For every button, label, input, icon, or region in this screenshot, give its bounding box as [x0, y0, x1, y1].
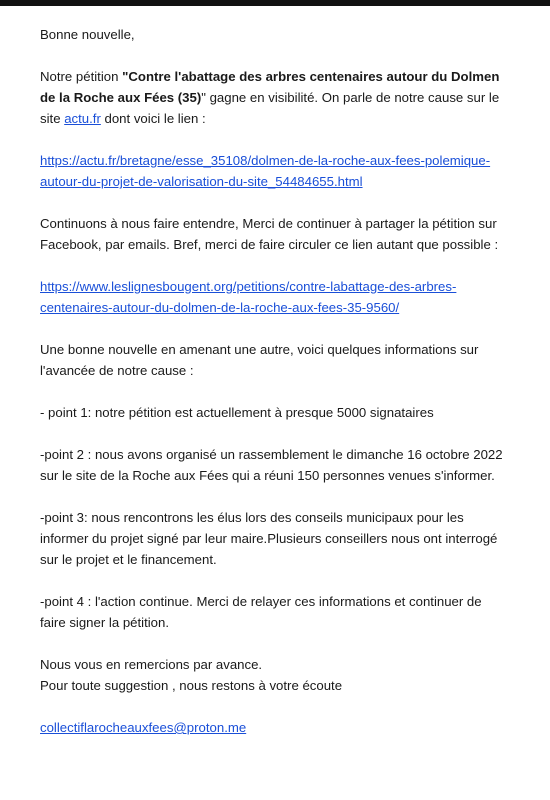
email-body: [40, 24, 510, 759]
petition-title: "Contre l'abattage des arbres centenaires autour du Dolmen de la Roche aux Fées (35): [40, 69, 500, 105]
progress-intro: Une bonne nouvelle en amenant une autre, voici quelques informations sur l'avancée de notre cause :: [40, 342, 479, 378]
petition-link[interactable]: https://www.leslignesbougent.org/petitions/contre-labattage-des-arbres-centenaires-autour-du-dolmen-de-la-roche-aux-fees-35-9560/: [40, 279, 457, 315]
intro-before: Notre pétition: [40, 69, 123, 84]
point-3: -point 3: nous rencontrons les élus lors des conseils municipaux pour les informer du projet signé par leur maire.Plusieurs conseillers nous ont interrogé sur le projet et le financement.: [40, 510, 498, 567]
contact-email-link[interactable]: collectiflarocheauxfees@proton.me: [40, 720, 247, 735]
intro-end: dont voici le lien :: [100, 111, 206, 126]
actu-site-link[interactable]: actu.fr: [64, 111, 101, 126]
point-4: -point 4 : l'action continue. Merci de relayer ces informations et continuer de faire signer la pétition.: [40, 594, 482, 630]
petition-link-paragraph: [40, 276, 510, 318]
point-2: -point 2 : nous avons organisé un rassemblement le dimanche 16 octobre 2022 sur le site de la Roche aux Fées qui a réuni 150 personnes venues s'informer.: [40, 447, 503, 483]
greeting: Bonne nouvelle,: [40, 27, 135, 42]
share-request: Continuons à nous faire entendre, Merci de continuer à partager la pétition sur Facebook, par emails. Bref, merci de faire circuler ce lien autant que possible :: [40, 216, 499, 252]
article-link[interactable]: https://actu.fr/bretagne/esse_35108/dolmen-de-la-roche-aux-fees-polemique-autour-du-projet-de-valorisation-du-site_54484655.html: [40, 153, 491, 189]
point-1: - point 1: notre pétition est actuellement à presque 5000 signataires: [40, 405, 434, 420]
top-divider: [0, 0, 550, 6]
intro-paragraph: [40, 66, 510, 129]
article-link-paragraph: [40, 150, 510, 192]
contact-paragraph: [40, 717, 510, 738]
thanks-line: Nous vous en remercions par avance.: [40, 657, 263, 672]
intro-after: " gagne en visibilité. On parle de notre cause sur le site: [40, 90, 500, 126]
suggestion-line: Pour toute suggestion , nous restons à votre écoute: [40, 678, 343, 693]
